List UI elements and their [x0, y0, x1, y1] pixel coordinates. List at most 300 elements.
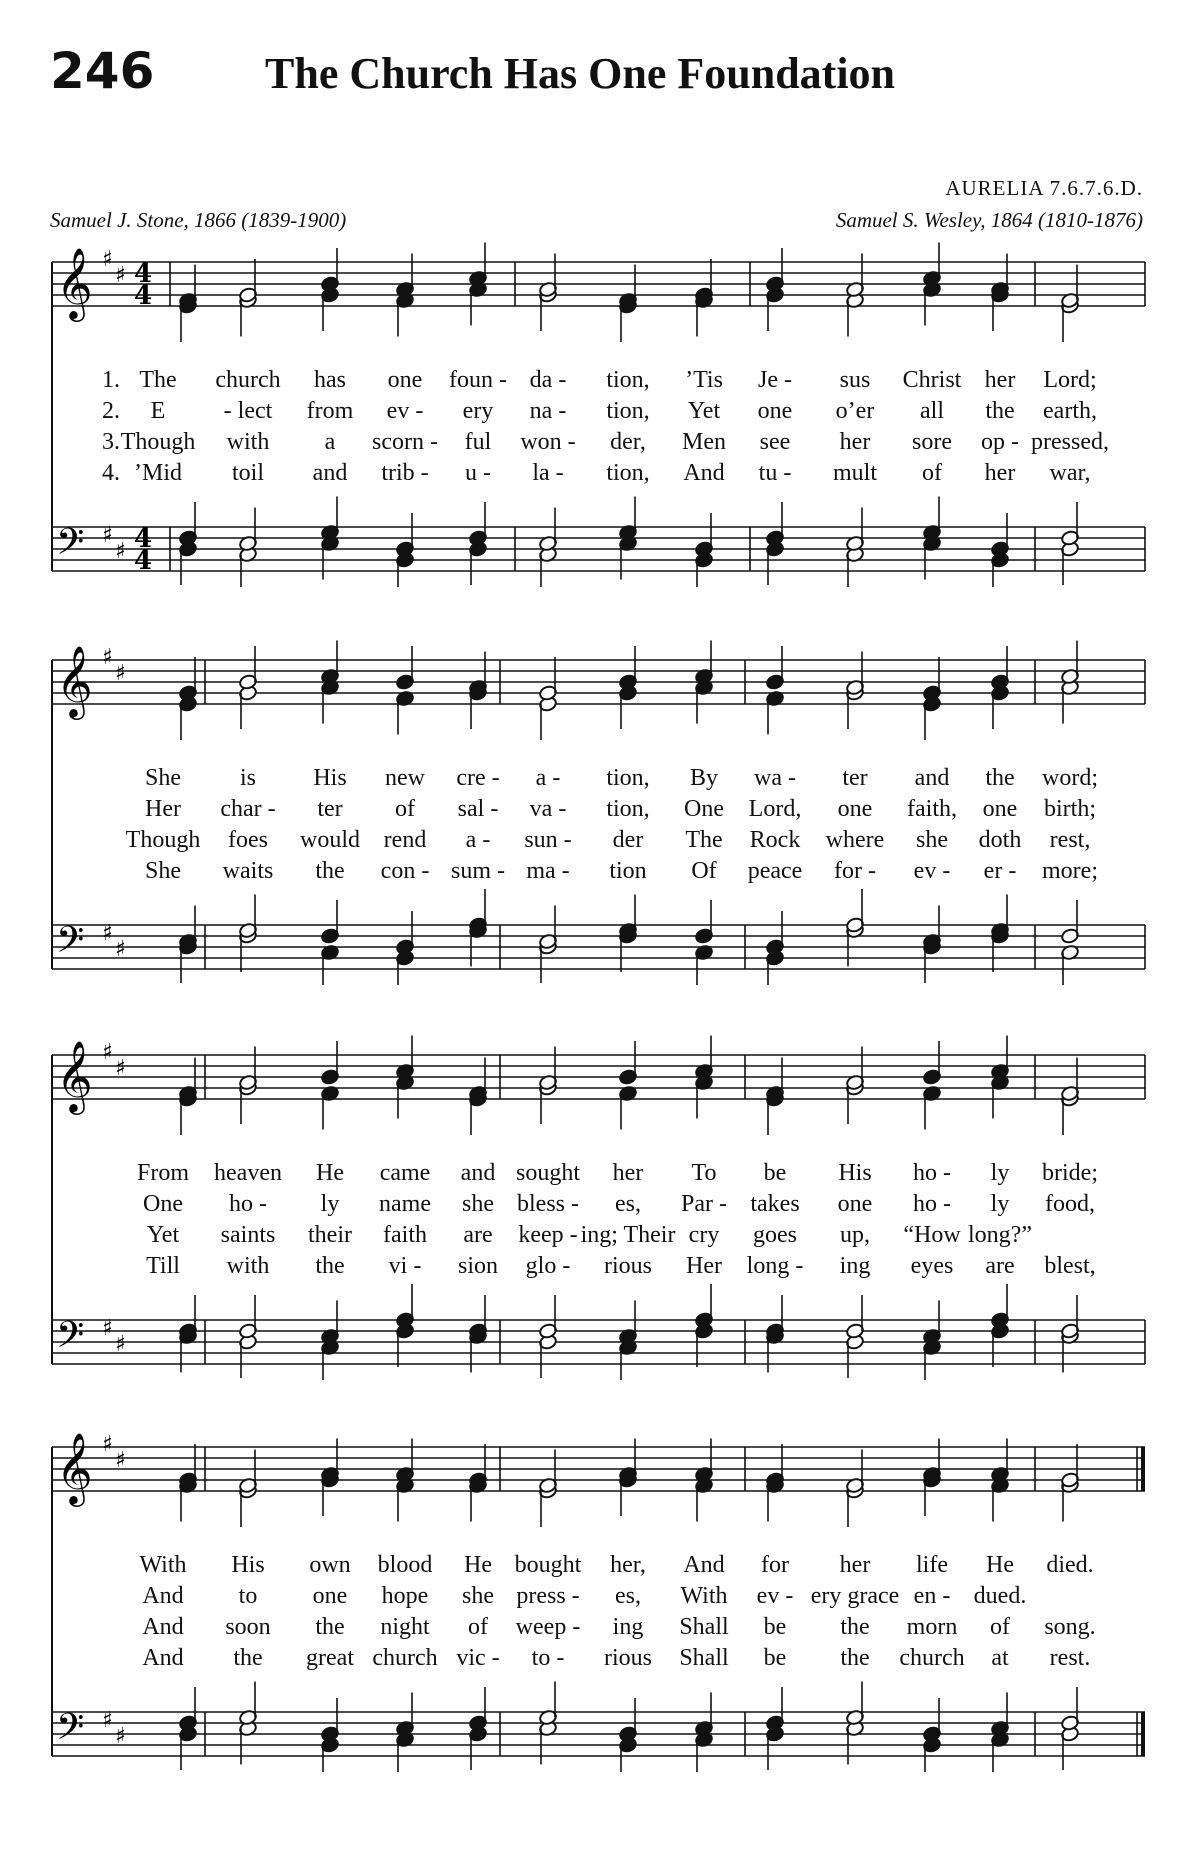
note [1060, 1687, 1079, 1770]
note [538, 508, 557, 588]
hymn-header [50, 42, 1150, 112]
lyric-syllable: The [139, 367, 177, 393]
note [845, 1450, 864, 1528]
lyric-line [0, 1614, 1200, 1644]
lyric-syllable: ho - [229, 1191, 267, 1217]
bass-clef-icon: 𝄢 [56, 1706, 85, 1757]
bass-staff [52, 919, 1145, 970]
lyric-syllable: up, [840, 1222, 870, 1248]
hymn-title: The Church Has One Foundation [265, 49, 896, 98]
note [178, 1295, 197, 1373]
note [765, 1058, 784, 1136]
treble-staff [52, 1431, 1145, 1507]
treble-clef-icon: 𝄞 [56, 1431, 93, 1504]
lyric-syllable: own [309, 1552, 351, 1578]
lyric-line [0, 1552, 1200, 1582]
note [538, 1682, 557, 1765]
note [395, 1284, 414, 1367]
lyric-syllable: would [300, 827, 360, 853]
lyric-syllable: ter [842, 765, 868, 791]
lyric-syllable: sus [839, 367, 871, 393]
note [1060, 900, 1079, 985]
bass-notes [178, 889, 1079, 985]
lyric-syllable: And [142, 1645, 184, 1671]
lyric-syllable: the [315, 858, 345, 884]
note [1060, 1058, 1079, 1136]
note [178, 1444, 197, 1522]
verse-number: 3. [102, 429, 120, 455]
lyric-syllable: ery grace [810, 1583, 900, 1609]
note [1060, 641, 1079, 724]
lyric-syllable: ful [464, 429, 492, 455]
lyric-syllable: one [837, 796, 873, 822]
lyric-syllable: ly [320, 1191, 340, 1217]
lyric-syllable: food, [1045, 1191, 1095, 1217]
note [694, 1036, 713, 1119]
lyric-syllable: He [316, 1160, 344, 1186]
bass-notes [178, 1682, 1079, 1773]
lyric-syllable: va - [529, 796, 567, 822]
lyric-syllable: great [306, 1645, 354, 1671]
bass-staff [52, 521, 1145, 576]
lyric-syllable: word; [1042, 765, 1098, 791]
lyric-syllable: Lord; [1043, 367, 1097, 393]
lyric-syllable: “How [903, 1222, 961, 1248]
lyric-syllable: Shall [679, 1614, 729, 1640]
lyric-syllable: cry [688, 1222, 720, 1248]
bass-clef-icon: 𝄢 [56, 919, 85, 970]
lyric-syllable: her [984, 460, 1016, 486]
lyric-syllable: church [372, 1645, 438, 1671]
note [618, 1698, 637, 1772]
lyric-syllable: glo - [525, 1253, 571, 1279]
note [694, 641, 713, 724]
note [178, 657, 197, 740]
lyric-syllable: she [916, 827, 948, 853]
lyric-syllable: tion, [606, 796, 650, 822]
lyric-syllable: tion, [606, 460, 650, 486]
lyric-syllable: doth [978, 827, 1022, 853]
lyric-syllable: foun - [449, 367, 507, 393]
sharp-icon: ♯ [115, 1448, 126, 1473]
lyric-syllable: rious [604, 1253, 652, 1279]
sharp-icon: ♯ [102, 247, 113, 272]
lyric-syllable: Men [682, 429, 726, 455]
note [1060, 502, 1079, 585]
lyric-syllable: be [763, 1645, 787, 1671]
note [845, 1295, 864, 1378]
treble-staff [52, 246, 1145, 322]
note [238, 259, 257, 337]
note [765, 1444, 784, 1522]
note [765, 911, 784, 985]
lyric-syllable: more; [1042, 858, 1098, 884]
lyric-syllable: Je - [758, 367, 792, 393]
verse-number: 4. [102, 460, 120, 486]
lyric-syllable: life [916, 1552, 948, 1578]
lyric-line [0, 765, 1200, 795]
sharp-icon: ♯ [102, 523, 113, 548]
lyric-syllable: ma - [526, 858, 570, 884]
lyric-syllable: By [689, 765, 719, 791]
lyric-syllable: the [315, 1614, 345, 1640]
lyric-syllable: are [985, 1253, 1015, 1279]
lyric-syllable: Rock [749, 827, 801, 853]
lyric-syllable: song. [1044, 1614, 1096, 1640]
lyric-line [0, 827, 1200, 857]
note [618, 1301, 637, 1381]
note [990, 254, 1009, 332]
note [845, 652, 864, 730]
lyric-syllable: at [991, 1645, 1009, 1671]
lyric-syllable: sun - [524, 827, 572, 853]
note [468, 1687, 487, 1770]
note [468, 889, 487, 967]
note [922, 1439, 941, 1517]
note [395, 1439, 414, 1522]
lyric-syllable: are [463, 1222, 493, 1248]
lyric-syllable: na - [529, 398, 567, 424]
lyric-syllable: rious [604, 1645, 652, 1671]
note [765, 248, 784, 331]
lyric-syllable: of [468, 1614, 488, 1640]
final-barline [1141, 1712, 1145, 1756]
lyric-syllable: her [839, 429, 871, 455]
lyric-line [0, 1191, 1200, 1221]
note [538, 1047, 557, 1125]
sharp-icon: ♯ [102, 1316, 113, 1341]
lyric-line [0, 796, 1200, 826]
lyric-syllable: her, [610, 1552, 646, 1578]
lyric-syllable: one [837, 1191, 873, 1217]
lyric-syllable: Par - [681, 1191, 727, 1217]
lyric-syllable: her [839, 1552, 871, 1578]
lyric-syllable: with [226, 1253, 270, 1279]
lyric-syllable: foes [228, 827, 268, 853]
note [538, 1450, 557, 1528]
lyric-syllable: ly [990, 1160, 1010, 1186]
note [990, 1439, 1009, 1522]
lyric-syllable: Her [145, 796, 181, 822]
lyric-syllable: tion [609, 858, 647, 884]
lyric-line [0, 429, 1200, 459]
sharp-icon: ♯ [115, 661, 126, 686]
note [238, 646, 257, 729]
verse-number: 1. [102, 367, 120, 393]
bass-clef-icon: 𝄢 [56, 1314, 85, 1365]
lyric-syllable: ery [462, 398, 494, 424]
lyric-line [0, 1645, 1200, 1675]
lyric-syllable: for [761, 1552, 789, 1578]
lyric-syllable: His [231, 1552, 265, 1578]
lyric-syllable: And [683, 460, 725, 486]
lyric-syllable: He [464, 1552, 492, 1578]
sharp-icon: ♯ [102, 1708, 113, 1733]
note [178, 906, 197, 984]
sharp-icon: ♯ [115, 1056, 126, 1081]
lyric-syllable: name [379, 1191, 431, 1217]
lyric-syllable: con - [380, 858, 430, 884]
lyric-syllable: to - [531, 1645, 565, 1671]
lyric-syllable: church [899, 1645, 965, 1671]
lyric-syllable: the [840, 1614, 870, 1640]
note [538, 1295, 557, 1378]
lyric-syllable: to [238, 1583, 258, 1609]
lyric-syllable: waits [222, 858, 274, 884]
lyric-syllable: blood [377, 1552, 433, 1578]
lyric-syllable: the [233, 1645, 263, 1671]
lyric-syllable: Of [691, 858, 717, 884]
lyric-syllable: der [612, 827, 644, 853]
lyric-syllable: E [150, 398, 166, 424]
sharp-icon: ♯ [115, 1724, 126, 1749]
note [178, 1058, 197, 1136]
lyric-syllable: er - [983, 858, 1017, 884]
lyric-syllable: She [145, 858, 181, 884]
note [922, 243, 941, 326]
lyric-line [0, 367, 1200, 397]
lyric-syllable: she [462, 1191, 494, 1217]
lyric-syllable: press - [516, 1583, 580, 1609]
note [178, 1687, 197, 1770]
treble-staff [52, 1039, 1145, 1115]
lyric-syllable: bride; [1042, 1160, 1098, 1186]
lyric-syllable: won - [520, 429, 576, 455]
lyric-syllable: ’Mid [134, 460, 182, 486]
lyric-syllable: rend [383, 827, 427, 853]
lyric-syllable: hope [381, 1583, 429, 1609]
text-credit: Samuel J. Stone, 1866 (1839-1900) [50, 208, 347, 232]
note [990, 513, 1009, 587]
note [178, 502, 197, 585]
lyric-syllable: new [385, 765, 425, 791]
note [468, 652, 487, 730]
lyric-syllable: blest, [1044, 1253, 1096, 1279]
bass-notes [178, 497, 1079, 588]
note [538, 657, 557, 740]
note [845, 889, 864, 967]
lyric-syllable: He [986, 1552, 1014, 1578]
lyric-syllable: es, [615, 1583, 641, 1609]
treble-notes [178, 641, 1079, 741]
lyric-syllable: tion, [606, 398, 650, 424]
lyric-syllable: faith [383, 1222, 427, 1248]
lyric-syllable: takes [750, 1191, 800, 1217]
note [468, 243, 487, 326]
time-signature: 4 [134, 259, 153, 289]
lyric-syllable: of [990, 1614, 1010, 1640]
note [538, 906, 557, 984]
lyric-syllable: ing [839, 1253, 871, 1279]
note [765, 1687, 784, 1770]
lyric-syllable: the [315, 1253, 345, 1279]
lyric-syllable: faith, [907, 796, 957, 822]
lyric-syllable: of [922, 460, 942, 486]
note [618, 265, 637, 343]
lyric-syllable: pressed, [1031, 429, 1109, 455]
lyric-syllable: saints [220, 1222, 276, 1248]
lyric-syllable: all [920, 398, 944, 424]
lyric-syllable: a - [535, 765, 561, 791]
lyric-syllable: bless - [517, 1191, 579, 1217]
hymn-number: 246 [50, 42, 155, 100]
lyric-syllable: His [838, 1160, 872, 1186]
lyric-syllable: morn [906, 1614, 958, 1640]
note [694, 259, 713, 337]
note [395, 911, 414, 985]
note [238, 508, 257, 588]
lyric-syllable: trib - [381, 460, 429, 486]
lyric-syllable: one [757, 398, 793, 424]
lyric-syllable: Though [120, 429, 196, 455]
note [990, 895, 1009, 973]
note [990, 1693, 1009, 1773]
note [320, 1439, 339, 1517]
lyric-syllable: died. [1046, 1552, 1094, 1578]
lyric-syllable: ’Tis [685, 367, 723, 393]
lyric-syllable: be [763, 1160, 787, 1186]
time-signature: 4 [134, 281, 153, 311]
lyric-line [0, 1583, 1200, 1613]
lyric-syllable: the [840, 1645, 870, 1671]
note [694, 513, 713, 587]
lyric-syllable: ho - [913, 1191, 951, 1217]
lyric-syllable: op - [981, 429, 1019, 455]
note [320, 248, 339, 331]
lyric-syllable: sought [515, 1160, 581, 1186]
lyric-syllable: has [314, 367, 346, 393]
lyric-syllable: ev - [756, 1583, 794, 1609]
note [694, 1284, 713, 1367]
lyric-syllable: With [139, 1552, 187, 1578]
lyric-syllable: wa - [754, 765, 796, 791]
sharp-icon: ♯ [102, 1432, 113, 1457]
note [845, 254, 864, 337]
music-system [0, 242, 1200, 587]
note [694, 900, 713, 985]
note [238, 1682, 257, 1765]
lyric-syllable: vic - [456, 1645, 500, 1671]
note [922, 906, 941, 984]
lyric-syllable: is [239, 765, 257, 791]
lyric-syllable: toil [231, 460, 265, 486]
note [618, 646, 637, 729]
lyric-syllable: With [680, 1583, 728, 1609]
lyric-syllable: tu - [758, 460, 792, 486]
lyric-line [0, 1160, 1200, 1190]
lyric-syllable: and [312, 460, 348, 486]
lyric-syllable: char - [220, 796, 276, 822]
note [990, 646, 1009, 729]
note [618, 895, 637, 973]
lyric-syllable: And [142, 1614, 184, 1640]
note [468, 1058, 487, 1136]
lyric-syllable: o’er [835, 398, 875, 424]
lyric-syllable: Her [686, 1253, 722, 1279]
lyric-syllable: Christ [902, 367, 962, 393]
lyric-syllable: en - [913, 1583, 951, 1609]
lyric-line [0, 858, 1200, 888]
lyric-syllable: la - [532, 460, 564, 486]
sharp-icon: ♯ [102, 921, 113, 946]
lyric-syllable: Though [125, 827, 201, 853]
note [922, 657, 941, 740]
lyric-syllable: es, [615, 1191, 641, 1217]
note [1060, 1295, 1079, 1373]
lyric-syllable: And [142, 1583, 184, 1609]
music-system [0, 640, 1200, 985]
lyric-syllable: The [685, 827, 723, 853]
treble-notes [178, 1439, 1079, 1528]
lyric-syllable: her [612, 1160, 644, 1186]
lyric-syllable: for - [834, 858, 876, 884]
note [468, 1295, 487, 1373]
lyric-syllable: be [763, 1614, 787, 1640]
lyric-syllable: of [395, 796, 415, 822]
note [320, 1301, 339, 1381]
note [320, 497, 339, 580]
lyric-syllable: she [462, 1583, 494, 1609]
note [845, 1047, 864, 1125]
lyric-syllable: ev - [913, 858, 951, 884]
music-system [0, 1427, 1200, 1772]
lyric-syllable: tion, [606, 765, 650, 791]
lyric-syllable: see [759, 429, 791, 455]
treble-clef-icon: 𝄞 [56, 644, 93, 717]
note [694, 1439, 713, 1522]
lyric-syllable: came [379, 1160, 431, 1186]
lyric-syllable: tion, [606, 367, 650, 393]
lyric-syllable: sum - [451, 858, 505, 884]
note [320, 900, 339, 985]
lyric-syllable: soon [225, 1614, 271, 1640]
lyric-syllable: Lord, [748, 796, 802, 822]
lyric-syllable: scorn - [372, 429, 438, 455]
note [395, 513, 414, 587]
lyric-syllable: One [143, 1191, 183, 1217]
note [990, 1284, 1009, 1367]
note [1060, 265, 1079, 343]
lyric-syllable: ing; Their [580, 1222, 676, 1248]
note [538, 254, 557, 332]
note [922, 1301, 941, 1381]
lyric-syllable: one [312, 1583, 348, 1609]
note [765, 1295, 784, 1373]
lyric-syllable: with [226, 429, 270, 455]
note [1060, 1444, 1079, 1522]
lyric-syllable: One [684, 796, 724, 822]
sharp-icon: ♯ [102, 1040, 113, 1065]
note [922, 497, 941, 580]
lyric-syllable: To [691, 1160, 717, 1186]
lyric-syllable: sion [457, 1253, 499, 1279]
sharp-icon: ♯ [115, 539, 126, 564]
note [238, 1295, 257, 1378]
treble-staff [52, 644, 1145, 720]
lyric-syllable: ing [612, 1614, 644, 1640]
lyric-syllable: from [306, 398, 354, 424]
lyric-syllable: Till [146, 1253, 180, 1279]
note [618, 1439, 637, 1517]
note [845, 1682, 864, 1765]
time-signature: 4 [134, 546, 153, 576]
lyric-syllable: ter [317, 796, 343, 822]
lyric-syllable: peace [747, 858, 803, 884]
lyric-syllable: ev - [386, 398, 424, 424]
bass-staff [52, 1314, 1145, 1365]
lyric-syllable: her [984, 367, 1016, 393]
lyric-syllable: a [324, 429, 336, 455]
